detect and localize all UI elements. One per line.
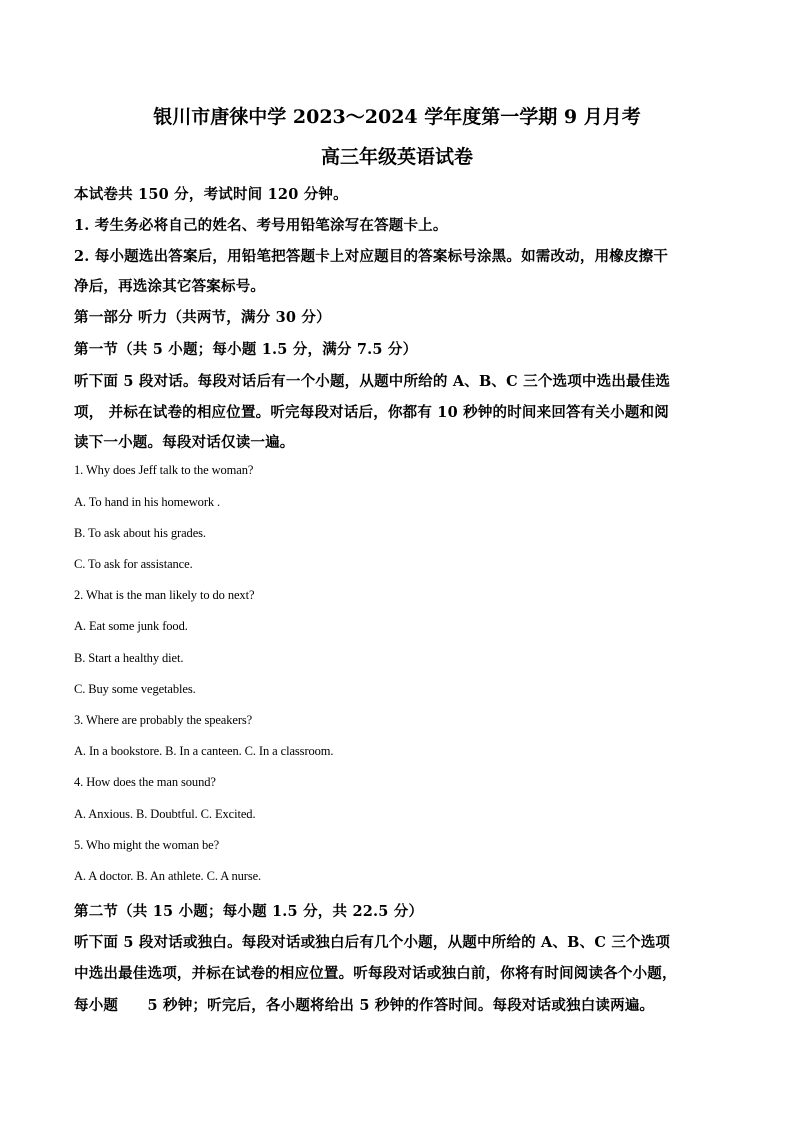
question-4: 4. How does the man sound? bbox=[74, 775, 216, 789]
exam-title: 银川市唐徕中学 2023～2024 学年度第一学期 9 月月考 bbox=[153, 106, 641, 128]
question-2-option-b: B. Start a healthy diet. bbox=[74, 651, 184, 665]
question-5-options: A. A doctor. B. An athlete. C. A nurse. bbox=[74, 869, 262, 883]
section1-heading: 第一节（共 5 小题；每小题 1.5 分，满分 7.5 分） bbox=[74, 341, 418, 358]
question-1-option-a: A. To hand in his homework . bbox=[74, 495, 221, 509]
instruction-1: 1. 考生务必将自己的姓名、考号用铅笔涂写在答题卡上。 bbox=[74, 217, 448, 234]
section1-directions-line: 项， 并标在试卷的相应位置。听完每段对话后，你都有 10 秒钟的时间来回答有关小题和阅 bbox=[74, 404, 669, 421]
section2-directions-line: 听下面 5 段对话或独白。每段对话或独白后有几个小题，从题中所给的 A、B、C 三个选项 bbox=[74, 934, 671, 951]
question-2: 2. What is the man likely to do next? bbox=[74, 588, 255, 602]
section1-directions-line: 读下一小题。每段对话仅读一遍。 bbox=[74, 434, 295, 451]
section2-heading: 第二节（共 15 小题；每小题 1.5 分，共 22.5 分） bbox=[74, 903, 424, 920]
instruction-2: 2. 每小题选出答案后，用铅笔把答题卡上对应题目的答案标号涂黑。如需改动，用橡皮擦干 bbox=[74, 248, 669, 265]
exam-subtitle: 高三年级英语试卷 bbox=[320, 146, 473, 168]
question-3: 3. Where are probably the speakers? bbox=[74, 713, 253, 727]
question-4-options: A. Anxious. B. Doubtful. C. Excited. bbox=[74, 807, 256, 821]
question-1-option-c: C. To ask for assistance. bbox=[74, 557, 193, 571]
question-2-option-a: A. Eat some junk food. bbox=[74, 619, 188, 633]
part1-heading: 第一部分 听力（共两节，满分 30 分） bbox=[74, 309, 331, 326]
question-2-option-c: C. Buy some vegetables. bbox=[74, 682, 196, 696]
question-5: 5. Who might the woman be? bbox=[74, 838, 220, 852]
question-1-option-b: B. To ask about his grades. bbox=[74, 526, 206, 540]
section1-directions-line: 听下面 5 段对话。每段对话后有一个小题，从题中所给的 A、B、C 三个选项中选出最佳选 bbox=[74, 373, 671, 390]
instruction-2-cont: 净后，再选涂其它答案标号。 bbox=[74, 278, 266, 295]
instruction-total-score: 本试卷共 150 分，考试时间 120 分钟。 bbox=[74, 186, 348, 203]
section2-directions-line: 中选出最佳选项，并标在试卷的相应位置。听每段对话或独白前，你将有时间阅读各个小题， bbox=[74, 965, 677, 982]
question-3-options: A. In a bookstore. B. In a canteen. C. In a classroom. bbox=[74, 744, 334, 758]
section2-directions-line: 每小题 5 秒钟；听完后，各小题将给出 5 秒钟的作答时间。每段对话或独白读两遍。 bbox=[74, 997, 655, 1014]
question-1: 1. Why does Jeff talk to the woman? bbox=[74, 463, 254, 477]
